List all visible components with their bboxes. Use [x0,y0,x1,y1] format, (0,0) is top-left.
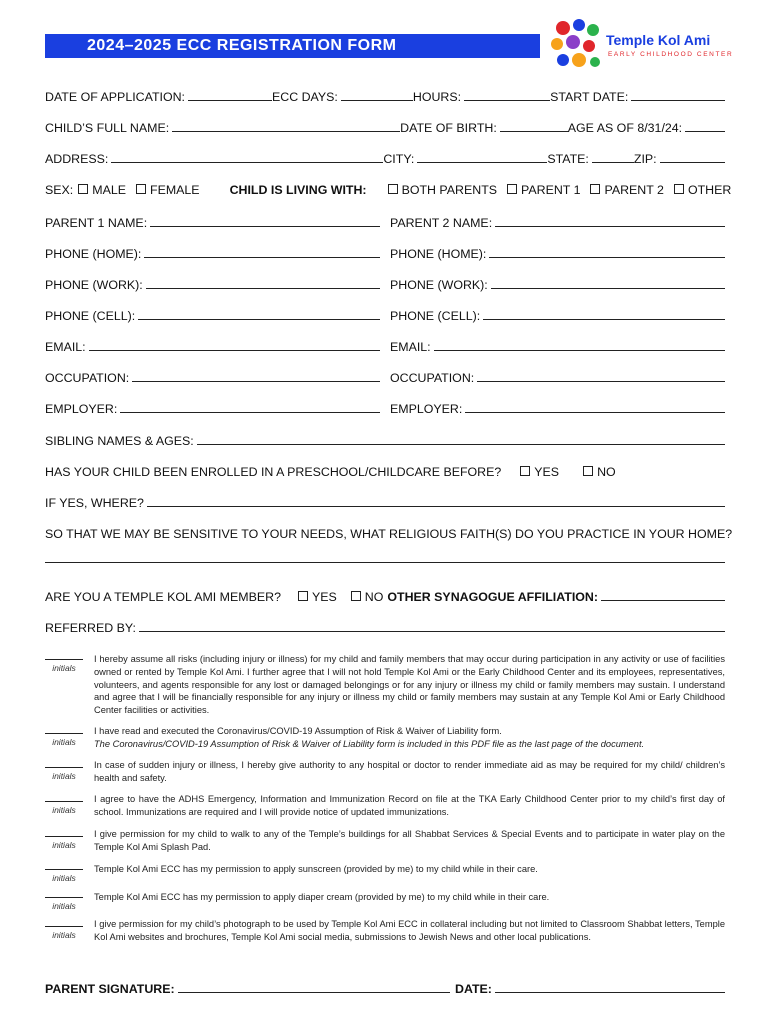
sex-living-row [45,179,732,197]
logo-title: Temple Kol Ami [606,32,711,48]
zip-field[interactable] [660,162,725,163]
parent2-email-field[interactable] [434,350,725,351]
address-label: ADDRESS: [45,152,109,166]
parent2-phone-home-field[interactable] [489,257,725,258]
parent1-phone-cell-label: PHONE (CELL): [45,309,136,323]
checkbox[interactable] [136,184,146,194]
member-no-option[interactable]: NO [351,590,384,604]
sex-female-option[interactable]: FEMALE [136,183,200,197]
enrolled-before-label: HAS YOUR CHILD BEEN ENROLLED IN A PRESCHOOL/CHILDCARE BEFORE? [45,465,502,479]
initials-field[interactable]: initials [45,801,83,815]
parent-signature-label: PARENT SIGNATURE: [45,982,175,996]
childs-full-name-label: CHILD’S FULL NAME: [45,121,170,135]
consent-text: Temple Kol Ami ECC has my permission to apply diaper cream (provided by me) to my child while in their care. [94,892,550,902]
sibling-names-field[interactable] [197,444,725,445]
if-yes-where-label: IF YES, WHERE? [45,496,144,510]
form-title-banner [45,34,540,58]
signature-date-label: DATE: [455,982,492,996]
parent1-name-row [45,212,380,230]
initials-field[interactable]: initials [45,869,83,883]
consent-text: I agree to have the ADHS Emergency, Information and Immunization Record on file at the TKA Early Childhood Center prior to my child’s first day of school. Immunizations are required and I will provide notice of updated immunizations. [94,794,725,817]
living-both-parents-option[interactable]: BOTH PARENTS [388,183,497,197]
initials-field[interactable]: initials [45,733,83,747]
parent2-phone-home-label: PHONE (HOME): [390,247,487,261]
hours-field[interactable] [464,100,550,101]
initials-field[interactable]: initials [45,897,83,911]
parent1-employer-field[interactable] [120,412,380,413]
age-field[interactable] [685,131,725,132]
state-field[interactable] [592,162,634,163]
parent2-name-label: PARENT 2 NAME: [390,216,493,230]
other-affiliation-field[interactable] [601,600,725,601]
consent-text: I hereby assume all risks (including injury or illness) for my child and family members that may occur during participation in any activity or use of facilities owned or rented by Temple Kol Ami. I further agree that I will not hold Temple Kol Ami or the Early Childhood Center and its employees, representatives, volunteers, and agents responsible for any lost or damaged belongings or for any injury or illness my child or family members may sustain. I understand and agree that I will be financially responsible for any injury or illness my child or family members may sustain at any Temple Kol Ami or Early Childhood Center facilities or activities. [94,654,725,716]
checkbox[interactable] [507,184,517,194]
other-affiliation-label: OTHER SYNAGOGUE AFFILIATION: [387,590,598,604]
sibling-names-label: SIBLING NAMES & AGES: [45,434,194,448]
enrolled-yes-option[interactable]: YES [520,465,559,479]
referred-by-field[interactable] [139,631,725,632]
referred-by-label: REFERRED BY: [45,621,136,635]
parent1-email-field[interactable] [89,350,380,351]
parent2-occupation-row [390,367,725,385]
parent2-phone-work-label: PHONE (WORK): [390,278,488,292]
enrolled-before-row [45,461,725,479]
ecc-days-field[interactable] [341,100,413,101]
start-date-field[interactable] [631,100,725,101]
initials-field[interactable]: initials [45,836,83,850]
parent1-email-label: EMAIL: [45,340,86,354]
parent1-occupation-row [45,367,380,385]
child-row [45,117,725,135]
parent1-occupation-label: OCCUPATION: [45,371,130,385]
parent1-phone-home-row [45,243,380,261]
parent1-phone-work-row [45,274,380,292]
parent2-occupation-field[interactable] [477,381,725,382]
parent2-occupation-label: OCCUPATION: [390,371,475,385]
consent-text: In case of sudden injury or illness, I hereby give authority to any hospital or doctor to render immediate aid as may be required for my child/ children’s health and safety. [94,760,725,783]
checkbox[interactable] [520,466,530,476]
handprints-logo-icon [549,18,607,74]
ecc-days-label: ECC DAYS: [272,90,338,104]
initials-field[interactable]: initials [45,659,83,673]
parent1-name-field[interactable] [150,226,380,227]
living-parent2-option[interactable]: PARENT 2 [590,183,663,197]
address-field[interactable] [111,162,383,163]
living-parent1-option[interactable]: PARENT 1 [507,183,580,197]
member-yes-option[interactable]: YES [298,590,337,604]
parent2-email-label: EMAIL: [390,340,431,354]
enrolled-no-option[interactable]: NO [583,465,616,479]
parent1-phone-cell-row [45,305,380,323]
parent1-phone-home-label: PHONE (HOME): [45,247,142,261]
parent2-employer-label: EMPLOYER: [390,402,463,416]
checkbox[interactable] [388,184,398,194]
consent-text: I give permission for my child’s photograph to be used by Temple Kol Ami ECC in collateral including but not limited to Classroom Shabbat letters, Temple Kol Ami websites and brochures, Temple Kol Ami social media, submissions to Jewish News and other local publications. [94,919,725,942]
childs-full-name-field[interactable] [172,131,400,132]
tka-member-label: ARE YOU A TEMPLE KOL AMI MEMBER? [45,590,281,604]
religious-faith-answer-row [45,548,725,566]
child-living-with-label: CHILD IS LIVING WITH: [229,183,367,197]
if-yes-where-row [45,492,725,510]
checkbox[interactable] [674,184,684,194]
checkbox[interactable] [351,591,361,601]
form-title: 2024–2025 ECC REGISTRATION FORM [87,37,397,54]
parent2-phone-work-row [390,274,725,292]
referred-by-row [45,617,725,635]
parent2-employer-row [390,398,725,416]
consent-text: Temple Kol Ami ECC has my permission to apply sunscreen (provided by me) to my child while in their care. [94,864,538,874]
checkbox[interactable] [590,184,600,194]
parent-signature-field[interactable] [178,992,450,993]
member-row [45,586,725,604]
parent2-phone-work-field[interactable] [491,288,725,289]
parent1-phone-home-field[interactable] [144,257,380,258]
parent2-employer-field[interactable] [465,412,725,413]
city-field[interactable] [417,162,547,163]
parent1-email-row [45,336,380,354]
parent2-email-row [390,336,725,354]
state-label: STATE: [547,152,589,166]
parent1-occupation-field[interactable] [132,381,380,382]
if-yes-where-field[interactable] [147,506,725,507]
parent1-phone-work-label: PHONE (WORK): [45,278,143,292]
parent2-phone-cell-label: PHONE (CELL): [390,309,481,323]
sibling-row [45,430,725,448]
city-label: CITY: [383,152,415,166]
consent-note: The Coronavirus/COVID-19 Assumption of Risk & Waiver of Liability form is included in this PDF file as the last page of the document. [94,738,645,749]
parent1-name-label: PARENT 1 NAME: [45,216,148,230]
parent1-phone-cell-field[interactable] [138,319,380,320]
initials-field[interactable]: initials [45,767,83,781]
parent-signature-row [45,978,450,996]
consent-text: I give permission for my child to walk to any of the Temple’s buildings for all Shabbat Services & Special Events and to participate in water play on the Temple Kol Ami Splash Pad. [94,829,725,852]
parent2-phone-cell-row [390,305,725,323]
checkbox[interactable] [583,466,593,476]
date-of-birth-field[interactable] [500,131,568,132]
sex-male-option[interactable]: MALE [78,183,126,197]
parent2-name-row [390,212,725,230]
zip-label: ZIP: [633,152,657,166]
signature-date-row [455,978,725,996]
parent1-employer-label: EMPLOYER: [45,402,118,416]
living-other-option[interactable]: OTHER [674,183,731,197]
checkbox[interactable] [78,184,88,194]
religious-faith-row [45,523,733,541]
parent1-employer-row [45,398,380,416]
parent2-name-field[interactable] [495,226,725,227]
checkbox[interactable] [298,591,308,601]
age-label: AGE AS OF 8/31/24: [567,121,683,135]
application-row [45,86,725,104]
parent2-phone-cell-field[interactable] [483,319,725,320]
parent1-phone-work-field[interactable] [146,288,380,289]
address-row [45,148,725,166]
hours-label: HOURS: [412,90,462,104]
signature-date-field[interactable] [495,992,725,993]
date-of-application-field[interactable] [188,100,272,101]
parent2-phone-home-row [390,243,725,261]
date-of-birth-label: DATE OF BIRTH: [400,121,497,135]
start-date-label: START DATE: [550,90,629,104]
religious-faith-label: SO THAT WE MAY BE SENSITIVE TO YOUR NEEDS, WHAT RELIGIOUS FAITH(S) DO YOU PRACTICE IN YOUR HOME? [45,527,733,541]
consent-text: I have read and executed the Coronavirus/COVID-19 Assumption of Risk & Waiver of Liability form. The Coronavirus/COVID-19 Assumption of Risk & Waiver of Liability form is included in this PDF file as the last page of the document. [94,725,725,751]
religious-faith-field[interactable] [45,562,725,563]
temple-kol-ami-logo [549,18,734,74]
logo-subtitle: EARLY CHILDHOOD CENTER [608,51,734,58]
initials-field[interactable]: initials [45,926,83,940]
date-of-application-label: DATE OF APPLICATION: [45,90,185,104]
sex-label: SEX: [45,183,74,197]
